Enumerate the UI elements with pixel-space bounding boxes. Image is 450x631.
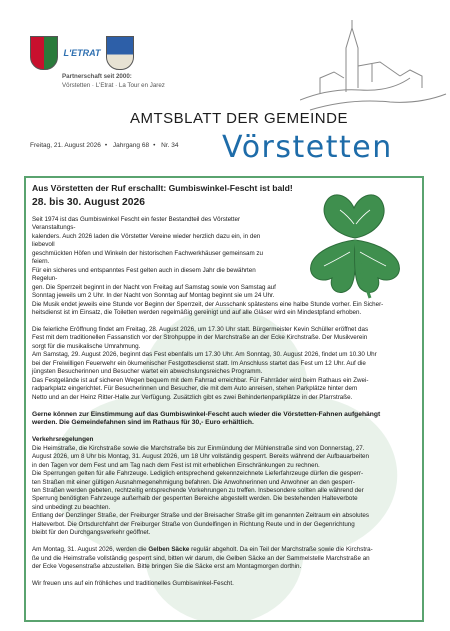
yellow-sacks-paragraph [32, 546, 418, 571]
text-line: in den Tagen vor dem Fest und am Tag nach dem Fest ist mit erheblichen Einschränkungen zu rechnen. [32, 461, 320, 469]
text-line: Das Festgelände ist auf sicheren Wegen bequem mit dem Fahrrad erreichbar. Für Fahrräder wird beim Rathaus ein Zwei- [32, 376, 369, 384]
text-line: kalenders. Auch 2026 laden die Vörstetter Vereine wieder herzlich dazu ein, in den liebevoll [32, 232, 261, 249]
text-line: Netto und an der Heinz Ritter-Halle zur Verfügung. Zusätzlich gibt es zwei Behindertenparkplätze in der Pfarrstraße. [32, 393, 353, 401]
text-line: bei der Freiwilligen Feuerwehr ein ökumenischer Festgottesdienst statt. Im Anschluss startet das Fest um 12 Uhr. Auf die [32, 359, 366, 367]
text-span: regulär abgeholt. Da ein Teil der Marchstraße sowie die Kirchstra- [189, 546, 373, 554]
text-span: Am Montag, 31. August 2026, werden die [32, 546, 149, 554]
la-tour-crest-icon [106, 36, 134, 70]
text-line: Entlang der Denzlinger Straße, der Freiburger Straße und der Breisacher Straße gilt im genannten Zeitraum ein absolutes [32, 512, 369, 520]
text-line: Halteverbot. Die Ortsdurchfahrt der Freiburger Straße von Gundelfingen in Richtung Reute und in der Gegenrichtung [32, 520, 355, 528]
text-line: Seit 1974 ist das Gumbiswinkel Fescht ein fester Bestandteil des Vörstetter Veranstaltungs- [32, 216, 241, 232]
letrat-logo: L'ETRAT [63, 48, 101, 58]
text-line: geschmückten Höfen und Winkeln der historischen Fachwerkhäuser gemeinsam zu feiern. [32, 249, 264, 266]
article-box [24, 176, 424, 622]
voerstetten-crest-icon [30, 36, 58, 70]
text-line: radparkplatz eingerichtet. Für Besucherinnen und Besucher, die mit dem Auto anreisen, stehen Parkplätze hinter dem [32, 385, 358, 393]
yellow-sacks-label: Gelben Säcke [148, 546, 190, 554]
gazette-title: AMTSBLATT DER GEMEINDE [130, 110, 348, 127]
text-line: Sperrung benötigten Fahrzeuge außerhalb der gesperrten Bereiche abgestellt werden. Die bestehenden Halteverbote [32, 495, 358, 503]
village-skyline-icon [300, 18, 448, 113]
bold-line: Gerne können zur Einstimmung auf das Gumbiswinkel-Fescht auch wieder die Vörstetten-Fahnen aufgehängt [32, 410, 381, 418]
text-line: Die Sperrungen gelten für alle Fahrzeuge. Lediglich entsprechend gekennzeichnete Lieferfahrzeuge dürfen die gesperr- [32, 470, 364, 478]
text-line: Fest mit dem traditionellen Fassanstich vor der Strohpuppe in der Marchstraße an der Ecke Kirchstraße. Der Musikverein [32, 334, 368, 342]
article-body [32, 183, 418, 589]
text-line: heitsdienst ist im Einsatz, die Toiletten werden regelmäßig gereinigt und auf alle Gläser wird ein Mindestpfand erhoben. [32, 308, 362, 316]
issue-meta [30, 142, 183, 149]
text-line: Am Samstag, 29. August 2026, beginnt das Fest ebenfalls um 17.30 Uhr. Am Sonntag, 30. August 2026, findet um 10.30 Uhr [32, 351, 377, 359]
text-line [32, 546, 418, 554]
text-line: ße und die Heimstraße vollständig gesperrt sind, bitten wir darum, die Gelben Säcke an der Sammelstelle Marchstraße an [32, 554, 370, 562]
flag-note [32, 411, 418, 428]
intro-paragraph [32, 216, 282, 301]
traffic-heading: Verkehrsregelungen [32, 436, 94, 444]
text-line: der Ecke Vogesenstraße abzustellen. Bitte bringen Sie die Säcke erst am Montagmorgen dorthin. [32, 563, 302, 571]
partnership-towns: Vörstetten · L'Etrat · La Tour en Jarez [62, 82, 165, 89]
text-line: bleibt für den Durchgangsverkehr geöffnet. [32, 529, 151, 537]
text-line: Für ein sicheres und entspanntes Fest gelten auch in diesem Jahr die bewährten Regelun- [32, 266, 256, 283]
text-line: Die Musik endet jeweils eine Stunde vor Beginn der Sperrzeit, der Ausschank spätestens eine halbe Stunde vorher. Ein Sicher- [32, 300, 384, 308]
issue-date: Freitag, 21. August 2026 [30, 142, 101, 149]
text-line: August 2026, um 8 Uhr bis Montag, 31. August 2026, um 18 Uhr vollständig gesperrt. Bereits während der Aufbauarbeiten [32, 453, 370, 461]
text-line: Die Heimstraße, die Kirchstraße sowie die Marchstraße bis zur Einmündung der Mühlenstraße sind von Donnerstag, 27. [32, 444, 365, 452]
text-line: ten Straßen mit einer gültigen Ausnahmegenehmigung befahren. Die Anwohnerinnen und Anwohner an den gesperr- [32, 478, 355, 486]
municipality-name: Vörstetten [222, 130, 393, 165]
partnership-label: Partnerschaft seit 2000: [62, 73, 132, 80]
partner-crests [30, 36, 134, 70]
closing-line: Wir freuen uns auf ein fröhliches und traditionelles Gumbiswinkel-Fescht. [32, 580, 234, 588]
article-headline: Aus Vörstetten der Ruf erschallt: Gumbiswinkel-Fescht ist bald! [32, 183, 293, 193]
text-line: sind unbedingt zu beachten. [32, 503, 111, 511]
masthead [0, 0, 450, 168]
issue-year: Jahrgang 68 [112, 142, 150, 149]
program-paragraph [32, 326, 418, 402]
meta-separator: • [104, 142, 108, 149]
issue-number: Nr. 34 [161, 142, 179, 149]
text-line: jüngsten Besucherinnen und Besucher wartet ein abwechslungsreiches Programm. [32, 368, 263, 376]
text-line: Die feierliche Eröffnung findet am Freitag, 28. August 2026, um 17.30 Uhr statt. Bürgermeister Kevin Schüller eröffnet das [32, 325, 369, 333]
traffic-paragraph [32, 445, 418, 538]
partnership-note [62, 72, 165, 90]
text-line: Sonntag jeweils um 2 Uhr. In der Nacht von Sonntag auf Montag beginnt sie um 24 Uhr. [32, 292, 275, 300]
text-line: ten Straßen werden gebeten, rechtzeitig entsprechende Vorkehrungen zu treffen. Insbesondere sollten alle während der [32, 486, 364, 494]
article-dates: 28. bis 30. August 2026 [32, 197, 145, 208]
text-line: sorgt für die musikalische Umrahmung. [32, 342, 141, 350]
meta-separator: • [153, 142, 156, 149]
bold-line: werden. Die Gemeindefahnen sind im Rathaus für 30,- Euro erhältlich. [32, 419, 254, 427]
text-line: gen. Die Sperrzeit beginnt in der Nacht von Freitag auf Samstag sowie von Samstag auf [32, 283, 276, 291]
